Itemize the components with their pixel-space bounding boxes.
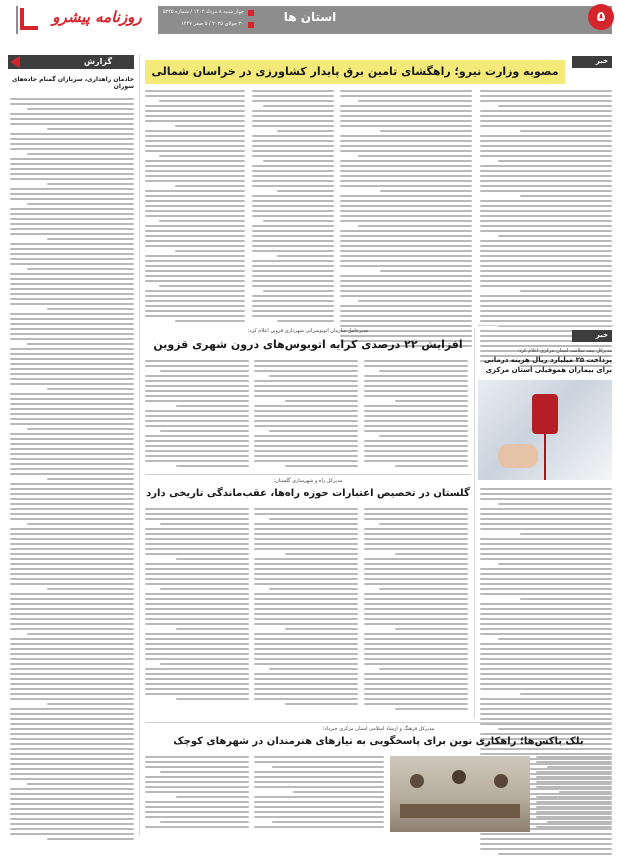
artbox-top-rule — [145, 722, 612, 723]
side-news-headline-2: برای بیماران هموفیلی استان مرکزی — [485, 366, 612, 374]
side-news-top-rule — [478, 325, 614, 326]
side-news-headline-1: پرداخت ۲۵ میلیارد ریال هزینه درمانی — [484, 356, 612, 364]
golestan-body-col-1 — [364, 508, 468, 713]
golestan-top-rule — [145, 474, 471, 475]
lead-tag-label: خبر — [595, 57, 608, 65]
newspaper-logo — [18, 2, 158, 34]
lead-tag — [572, 56, 612, 68]
report-headline: خادمان راهداری، سربازان گمنام جاده‌های سوزان — [11, 76, 134, 90]
right-column-divider — [474, 328, 475, 718]
report-label: گزارش — [83, 57, 112, 66]
artbox-body-mid — [254, 756, 384, 831]
qazvin-body-col-1 — [364, 360, 468, 470]
artbox-photo — [390, 756, 530, 832]
date-bullet-2 — [248, 22, 254, 28]
golestan-kicker: مدیرکل راه و شهرسازی گلستان: — [273, 478, 343, 484]
page-number-badge — [588, 4, 614, 30]
meeting-person-2 — [452, 770, 466, 784]
golestan-body-col-3 — [145, 508, 249, 703]
hand-illustration — [498, 444, 538, 468]
qazvin-body-col-3 — [145, 360, 249, 470]
qazvin-body-col-2 — [254, 360, 358, 470]
lead-body-col-4 — [145, 90, 245, 325]
lead-headline: مصوبه وزارت نیرو؛ راهگشای تامین برق پایدار کشاورزی در خراسان شمالی — [151, 65, 559, 78]
side-news-photo — [478, 380, 612, 480]
page-number: ۵ — [596, 9, 606, 25]
side-news-tag-label: خبر — [595, 331, 608, 339]
artbox-kicker: مدیرکل فرهنگ و ارشاد اسلامی استان مرکزی خبرداد: — [322, 726, 435, 732]
date-line-2: ۳۰ جولای ۲۰۲۵ / ۵ صفر ۱۴۴۷ — [181, 21, 244, 27]
date-bullet-1 — [248, 10, 254, 16]
iv-tube-illustration — [544, 434, 546, 480]
page-header — [0, 0, 620, 52]
meeting-person-3 — [494, 774, 508, 788]
lead-headline-banner — [145, 60, 565, 84]
logo-mark — [20, 8, 38, 30]
lead-body-col-1 — [480, 90, 612, 370]
date-box — [160, 6, 256, 34]
date-line-1: چهار شنبه ۸ مرداد ۱۴۰۴ / شماره ۵۳۴۵ — [162, 9, 244, 15]
lead-body-col-2 — [340, 90, 472, 350]
meeting-table — [400, 804, 520, 818]
blood-bag-illustration — [532, 394, 558, 434]
golestan-body-col-2 — [254, 508, 358, 708]
side-news-tag — [572, 330, 612, 342]
artbox-body-left — [145, 756, 249, 831]
side-news-kicker: مدیرکل بیمه سلامت استان مرکزی اعلام کرد: — [517, 348, 612, 354]
artbox-headline: بلک باکس‌ها؛ راهکاری نوین برای پاسخگویی به نیازهای هنرمندان در شهرهای کوچک — [173, 736, 584, 747]
report-body-text — [10, 98, 134, 843]
lead-body-col-3 — [252, 90, 334, 325]
golestan-headline: گلستان در تخصیص اعتبارات حوزه راه‌ها، عقب‌ماندگی تاریخی دارد — [146, 488, 470, 499]
report-arrow-icon — [10, 56, 20, 68]
logo-text: روزنامه پیشرو — [52, 8, 142, 26]
artbox-body-right — [536, 756, 612, 831]
qazvin-kicker: مدیرعامل سازمان اتوبوسرانی شهرداری قزوین اعلام کرد: — [247, 328, 369, 334]
section-title: استان ها — [283, 10, 337, 24]
report-label-bar — [8, 55, 134, 69]
qazvin-headline: افزایش ۲۲ درصدی کرایه اتوبوس‌های درون شهری قزوین — [153, 338, 463, 351]
meeting-person-1 — [410, 774, 424, 788]
left-column-divider — [139, 55, 140, 835]
